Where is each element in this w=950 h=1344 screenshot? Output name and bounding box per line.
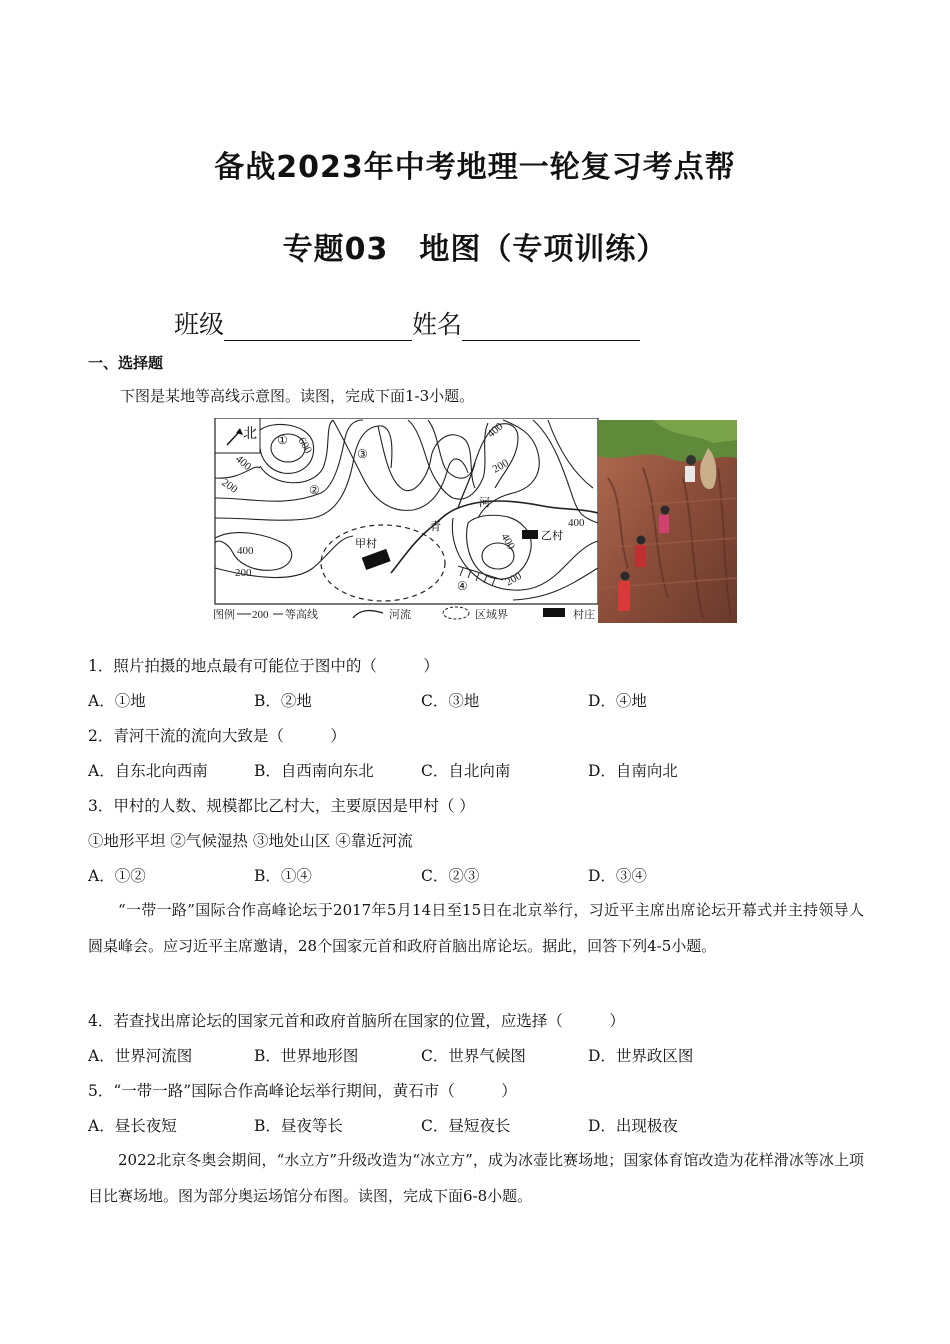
q2-option-c[interactable]: C．自北向南	[421, 762, 511, 780]
question-3: 3．甲村的人数、规模都比乙村大，主要原因是甲村（ ）	[88, 797, 475, 815]
contour-label-600: 600	[295, 435, 315, 456]
river-name-2: 河	[479, 497, 490, 509]
contour-label-400d: 400	[568, 517, 585, 529]
contour-label-400e: 400	[498, 531, 518, 552]
map-legend	[213, 607, 595, 621]
site-marker-4: ④	[457, 579, 468, 593]
legend-region-label: 区域界	[475, 609, 508, 621]
page-subtitle: 专题03 地图（专项训练）	[282, 232, 668, 267]
q5-option-d[interactable]: D．出现极夜	[588, 1117, 678, 1135]
section-heading: 一、选择题	[88, 354, 164, 372]
q1-option-a[interactable]: A．①地	[88, 692, 146, 710]
q1-option-c[interactable]: C．③地	[421, 692, 480, 710]
group1-intro: 下图是某地等高线示意图。读图，完成下面1-3小题。	[120, 387, 475, 405]
contour-map-figure	[213, 418, 739, 626]
q4-option-a[interactable]: A．世界河流图	[88, 1047, 193, 1065]
legend-village-label: 村庄	[573, 609, 595, 621]
q3-option-b[interactable]: B．①④	[254, 867, 312, 885]
q2-option-a[interactable]: A．自东北向西南	[88, 762, 208, 780]
river-name-1: 青	[430, 521, 441, 533]
contour-label-200c: 200	[490, 456, 511, 476]
passage-group3: 2022北京冬奥会期间，“水立方”升级改造为“冰立方”，成为冰壶比赛场地；国家体育馆改造为花样滑冰等冰上项目比赛场地。图为部分奥运场馆分布图。读图，完成下面6-8小题。	[88, 1151, 864, 1205]
passage-group2: “一带一路”国际合作高峰论坛于2017年5月14日至15日在北京举行，习近平主席出席论坛开幕式并主持领导人圆桌峰会。应习近平主席邀请，28个国家元首和政府首脑出席论坛。据此，回答下列4-5小题。	[88, 901, 864, 955]
q5-option-b[interactable]: B．昼夜等长	[254, 1117, 343, 1135]
q4-option-b[interactable]: B．世界地形图	[254, 1047, 359, 1065]
contour-label-400b: 400	[237, 545, 254, 557]
village-b-marker	[522, 530, 538, 539]
contour-label-400a: 400	[233, 453, 254, 473]
rock-climbing-photo	[598, 420, 737, 623]
class-blank	[224, 312, 412, 341]
q5-option-c[interactable]: C．昼短夜长	[421, 1117, 511, 1135]
site-marker-3: ③	[357, 447, 368, 461]
q4-option-c[interactable]: C．世界气候图	[421, 1047, 526, 1065]
q3-option-d[interactable]: D．③④	[588, 867, 647, 885]
contour-label-200d: 200	[503, 569, 524, 589]
q3-option-a[interactable]: A．①②	[88, 867, 146, 885]
question-5: 5．“一带一路”国际合作高峰论坛举行期间，黄石市（ ）	[88, 1082, 517, 1100]
class-label: 班级	[174, 310, 225, 339]
q3-option-c[interactable]: C．②③	[421, 867, 480, 885]
legend-contour-label: 等高线	[285, 609, 318, 621]
site-marker-2: ②	[309, 483, 320, 497]
q2-option-b[interactable]: B．自西南向东北	[254, 762, 374, 780]
contour-label-400c: 400	[485, 420, 506, 441]
q2-option-d[interactable]: D．自南向北	[588, 762, 678, 780]
north-label: 北	[243, 427, 257, 442]
site-marker-1: ①	[277, 433, 288, 447]
legend-contour-value: 200	[252, 609, 269, 621]
name-label: 姓名	[412, 310, 463, 339]
village-a-label: 甲村	[355, 538, 377, 550]
question-4: 4．若查找出席论坛的国家元首和政府首脑所在国家的位置，应选择（ ）	[88, 1012, 625, 1030]
map-frame	[215, 418, 598, 604]
question-3-statements: ①地形平坦 ②气候湿热 ③地处山区 ④靠近河流	[88, 832, 413, 850]
village-b-label: 乙村	[541, 530, 563, 542]
q5-option-a[interactable]: A．昼长夜短	[88, 1117, 177, 1135]
question-1: 1．照片拍摄的地点最有可能位于图中的（ ）	[88, 657, 439, 675]
question-2: 2．青河干流的流向大致是（ ）	[88, 727, 346, 745]
q1-option-d[interactable]: D．④地	[588, 692, 647, 710]
legend-prefix: 图例	[213, 609, 235, 621]
student-info-line	[174, 305, 640, 341]
page-title: 备战2023年中考地理一轮复习考点帮	[214, 150, 736, 185]
contour-label-200b: 200	[235, 567, 252, 579]
name-blank	[462, 312, 640, 341]
q4-option-d[interactable]: D．世界政区图	[588, 1047, 694, 1065]
legend-river-label: 河流	[389, 609, 411, 621]
contour-label-200a: 200	[219, 476, 240, 496]
q1-option-b[interactable]: B．②地	[254, 692, 312, 710]
